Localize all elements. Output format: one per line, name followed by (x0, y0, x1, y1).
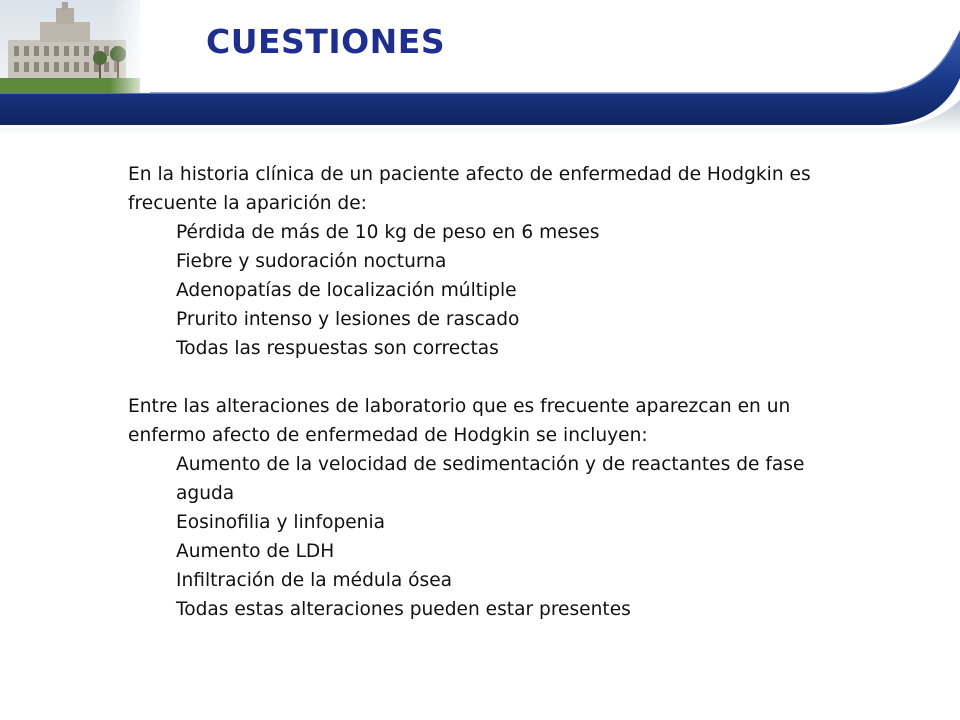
answer-option: Todas las respuestas son correctas (176, 338, 499, 359)
answer-option: Adenopatías de localización múltiple (176, 280, 517, 301)
header-banner (0, 0, 960, 135)
answer-options (128, 218, 868, 363)
question-1 (128, 160, 868, 363)
answer-option: Eosinofilia y linfopenia (176, 512, 386, 533)
answer-option: Todas estas alteraciones pueden estar presentes (176, 599, 631, 620)
answer-option: Fiebre y sudoración nocturna (176, 251, 447, 272)
question-2 (128, 392, 868, 624)
answer-option: Aumento de la velocidad de sedimentación y de reactantes de fase aguda (176, 454, 805, 504)
answer-option: Pérdida de más de 10 kg de peso en 6 meses (176, 222, 600, 243)
answer-option: Infiltración de la médula ósea (176, 570, 453, 591)
question-text: En la historia clínica de un paciente afecto de enfermedad de Hodgkin es frecuente la aparición de: (128, 164, 811, 214)
government-palace-photo (0, 0, 150, 93)
answer-option: Aumento de LDH (176, 541, 335, 562)
answer-option: Prurito intenso y lesiones de rascado (176, 309, 520, 330)
page-title: CUESTIONES (206, 22, 446, 61)
questions-content (128, 160, 868, 653)
answer-options (128, 450, 868, 624)
question-text: Entre las alteraciones de laboratorio que es frecuente aparezcan en un enfermo afecto de enfermedad de Hodgkin se incluyen: (128, 396, 791, 446)
